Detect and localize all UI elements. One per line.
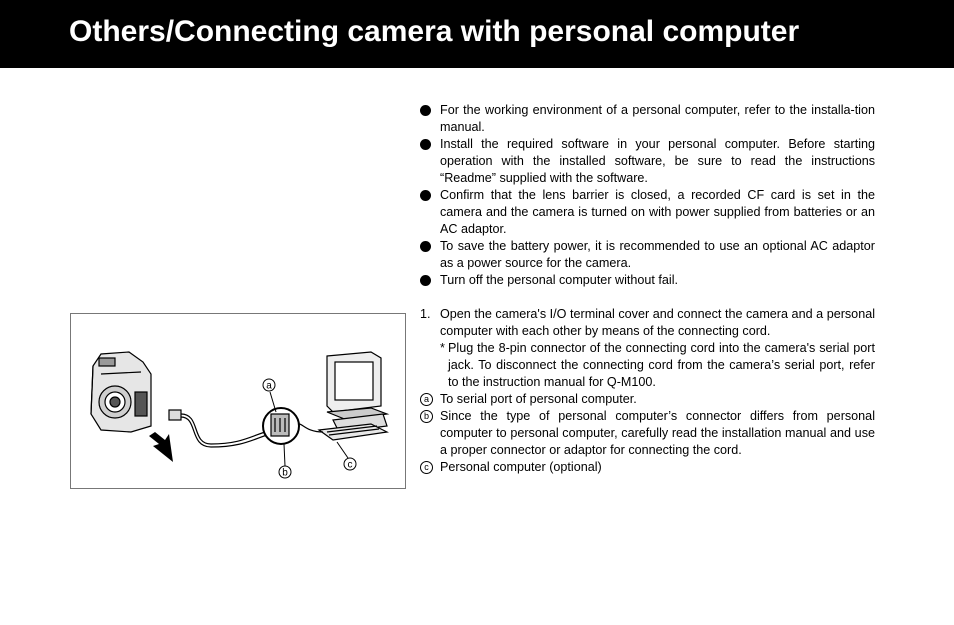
circled-letter-a: a	[420, 393, 433, 406]
connection-illustration	[70, 313, 406, 489]
instructions-column	[420, 102, 875, 476]
label-c	[344, 458, 356, 471]
asterisk-mark: *	[440, 341, 445, 355]
label-b-text: b	[282, 467, 288, 479]
circled-letter-c: c	[420, 461, 433, 474]
step-1	[420, 306, 875, 340]
step-number: 1.	[420, 307, 431, 321]
precautions-list	[420, 102, 875, 289]
list-item: Turn off the personal computer without fail.	[420, 272, 875, 289]
connecting-cord	[169, 410, 273, 447]
list-item: For the working environment of a personal computer, refer to the installa-tion manual.	[420, 102, 875, 136]
callout-b	[420, 408, 875, 459]
bullet-icon	[420, 139, 431, 150]
bullet-icon	[420, 241, 431, 252]
serial-connector-icon	[263, 408, 299, 444]
bullet-icon	[420, 190, 431, 201]
connection-diagram	[71, 314, 405, 488]
callout-b-text: Since the type of personal computer’s connector differs from personal computer to personal computer, carefully read the installation manual and use a proper connector or adaptor for connecting the cord.	[440, 409, 875, 457]
camera-icon	[91, 352, 151, 432]
callout-a	[420, 391, 875, 408]
step-note	[420, 340, 875, 391]
callout-c-text: Personal computer (optional)	[440, 460, 602, 474]
list-item: Confirm that the lens barrier is closed, a recorded CF card is set in the camera and the camera is turned on with power supplied from batteries or an AC adaptor.	[420, 187, 875, 238]
label-c-text: c	[347, 459, 353, 471]
step-text: Open the camera's I/O terminal cover and connect the camera and a personal computer with each other by means of the connecting cord.	[440, 307, 875, 338]
steps-section	[420, 306, 875, 476]
label-a-text: a	[266, 380, 272, 392]
circled-letter-b: b	[420, 410, 433, 423]
leader-line-b	[284, 444, 285, 466]
list-item: Install the required software in your personal computer. Before starting operation with the installed software, be sure to read the instructions “Readme” supplied with the software.	[420, 136, 875, 187]
label-b	[279, 466, 291, 479]
bullet-icon	[420, 105, 431, 116]
label-a	[263, 379, 275, 392]
callout-c	[420, 459, 875, 476]
bullet-icon	[420, 275, 431, 286]
page-header	[0, 0, 954, 68]
note-text: Plug the 8-pin connector of the connecting cord into the camera's serial port jack. To disconnect the connecting cord from the camera’s serial port, refer to the instruction manual for Q-M100.	[448, 341, 875, 389]
page-title: Others/Connecting camera with personal computer	[69, 15, 800, 48]
leader-line-c	[337, 442, 348, 458]
arrow-icon	[149, 432, 173, 462]
personal-computer-icon	[299, 352, 387, 440]
callout-a-text: To serial port of personal computer.	[440, 392, 637, 406]
list-item: To save the battery power, it is recommended to use an optional AC adaptor as a power source for the camera.	[420, 238, 875, 272]
